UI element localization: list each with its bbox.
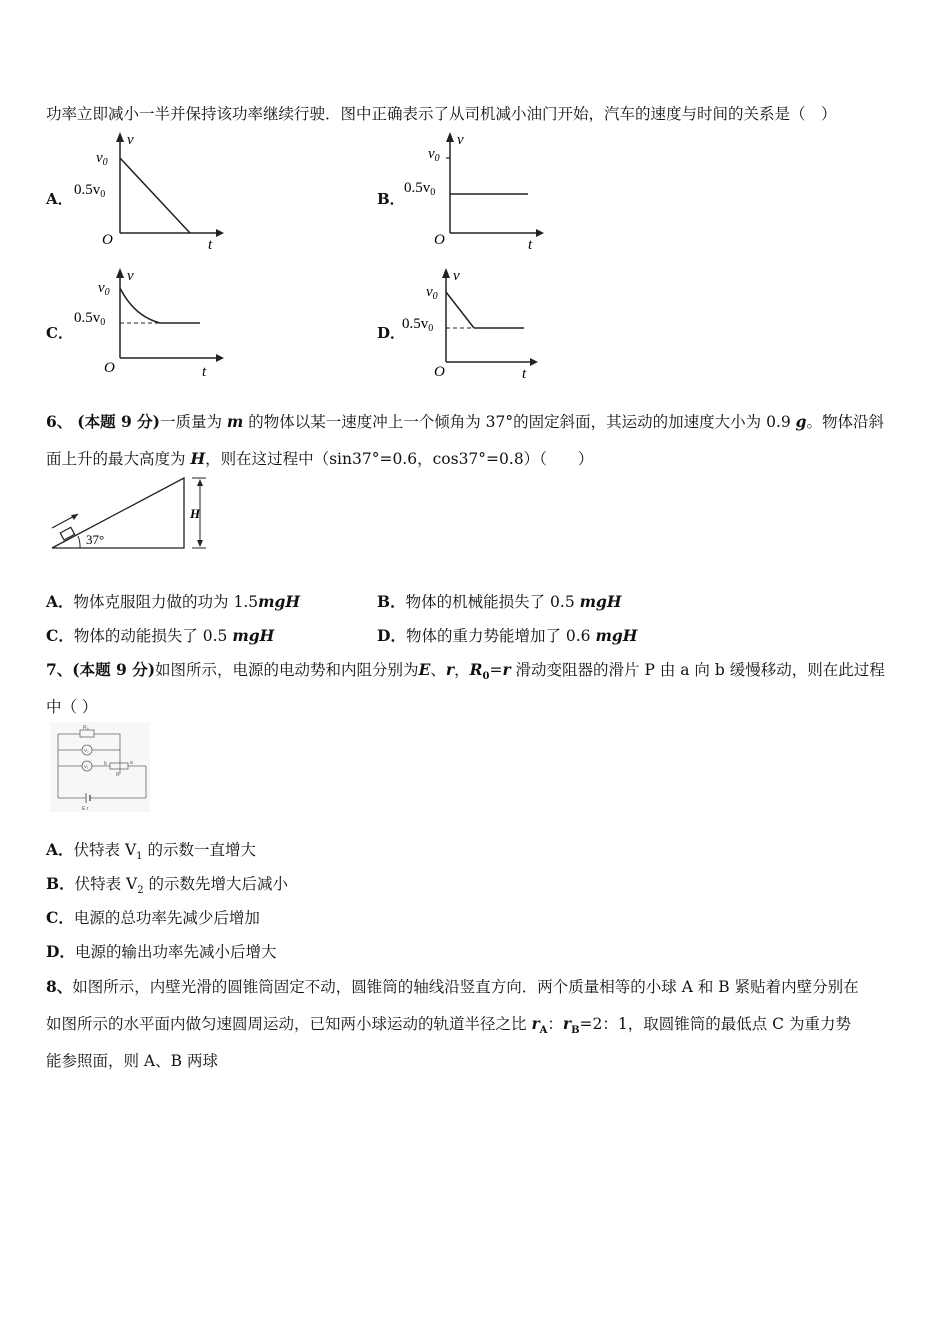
v0-label: $v_0$ [98,280,110,298]
q5-graph-a [70,128,230,253]
v-axis-label: v [127,268,134,284]
q8-stem-line1: 8、如图所示，内壁光滑的圆锥筒固定不动，圆锥筒的轴线沿竖直方向．两个质量相等的小球 A 和 B 紧贴着内壁分别在 [46,977,859,996]
q6-stem-line2: 面上升的最大高度为 H，则在这过程中（sin37°=0.6，cos37°=0.8）（ ） [46,449,594,468]
t-axis-label: t [528,237,533,253]
q8-stem-line3: 能参照面，则 A、B 两球 [46,1052,218,1070]
q7-option-d[interactable]: D．电源的输出功率先减小后增大 [46,942,277,961]
q5-graph-c [70,262,230,387]
velocity-curve [120,288,160,323]
incline-triangle [52,478,184,548]
svg-text:b: b [104,761,107,767]
svg-text:E r: E r [82,806,89,812]
q5-option-d-letter: D． [377,324,406,342]
half-v0-label: $0.5v_0$ [74,182,106,200]
q7-score: (本题 9 分) [72,660,156,679]
q6-option-b[interactable]: B．物体的机械能损失了 0.5 mgH [377,592,622,611]
q7-stem-line1: 7、(本题 9 分)如图所示，电源的电动势和内阻分别为E、r，$R_0=r$ 滑动变阻器的滑片 P 由 a 向 b 缓慢移动，则在此过程 [46,660,885,683]
v-axis-label: v [127,132,134,148]
origin-label: O [434,364,445,380]
q5-stem: 功率立即减小一半并保持该功率继续行驶．图中正确表示了从司机减小油门开始，汽车的速度与时间的关系是（ ） [46,105,837,123]
q7-option-a[interactable]: A．伏特表 $V_1$ 的示数一直增大 [46,840,256,863]
q6-option-c[interactable]: C．物体的动能损失了 0.5 mgH [46,626,275,645]
q7-stem-line2: 中（ ） [46,698,98,716]
velocity-line [446,292,474,328]
velocity-line [120,158,190,233]
svg-text:V₂: V₂ [84,748,89,753]
q6-option-d[interactable]: D．物体的重力势能增加了 0.6 mgH [377,626,638,645]
svg-text:a: a [130,760,133,766]
q7-option-c[interactable]: C．电源的总功率先减少后增加 [46,908,260,927]
v-axis-label: v [457,132,464,148]
q6-option-a[interactable]: A．物体克服阻力做的功为 1.5mgH [46,592,300,611]
q6-incline-figure [44,474,224,556]
q6-score: (本题 9 分) [77,412,160,431]
half-v0-label: $0.5v_0$ [404,180,436,198]
q7-number: 7、 [46,660,73,679]
block [60,527,74,540]
q5-graph-b [400,128,560,253]
svg-text:R: R [116,772,120,778]
svg-text:R₀: R₀ [83,725,89,731]
svg-text:V₁: V₁ [84,764,89,769]
q7-circuit-figure [50,722,150,812]
q6-stem-line1: 6、 (本题 9 分)一质量为 m 的物体以某一速度冲上一个倾角为 37°的固定斜面，其运动的加速度大小为 0.9 g。物体沿斜 [46,412,885,431]
origin-label: O [104,360,115,376]
angle-label: 37° [86,532,105,547]
q5-option-b-letter: B． [377,190,405,208]
v0-label: $v_0$ [96,150,108,168]
t-axis-label: t [208,237,213,253]
q5-option-a-letter: A． [46,190,73,208]
v0-label: $v_0$ [426,284,438,302]
half-v0-label: $0.5v_0$ [74,310,106,328]
origin-label: O [102,232,113,248]
q5-graph-d [400,262,560,387]
q8-number: 8、 [46,977,73,996]
q6-number: 6、 [46,412,73,431]
v0-label: $v_0$ [428,146,440,164]
origin-label: O [434,232,445,248]
q8-stem-line2: 如图所示的水平面内做匀速圆周运动，已知两小球运动的轨道半径之比 $r_A$：$r_B=2$：1，取圆锥筒的最低点 C 为重力势 [46,1014,851,1037]
half-v0-label: $0.5v_0$ [402,316,434,334]
t-axis-label: t [202,364,207,380]
t-axis-label: t [522,366,527,382]
q5-option-c-letter: C． [46,324,73,342]
height-label: H [190,506,201,521]
q7-option-b[interactable]: B．伏特表 $V_2$ 的示数先增大后减小 [46,874,289,897]
v-axis-label: v [453,268,460,284]
